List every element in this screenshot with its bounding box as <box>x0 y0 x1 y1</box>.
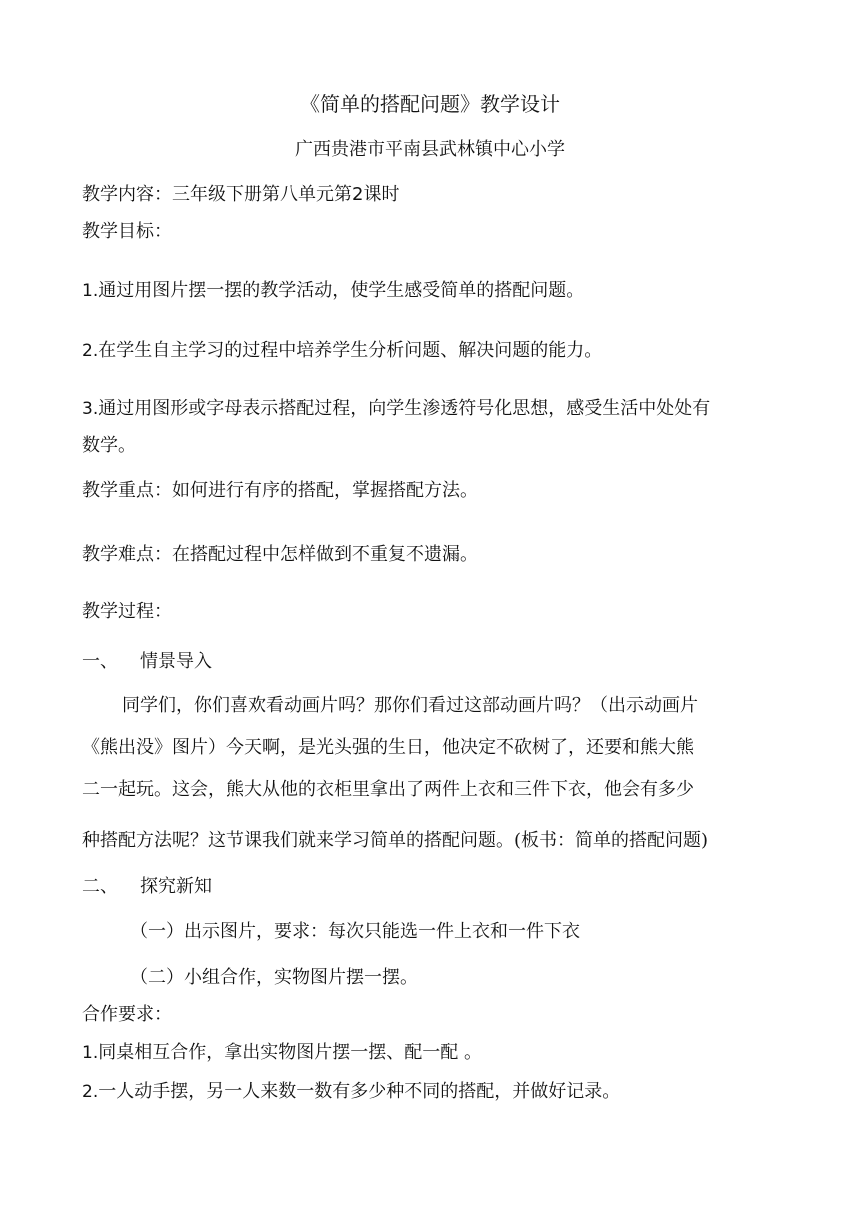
goal-3-number: 3. <box>82 399 99 419</box>
goal-2-text: 在学生自主学习的过程中培养学生分析问题、解决问题的能力。 <box>98 340 603 361</box>
process-heading: 教学过程： <box>82 601 172 622</box>
intro-paragraph-line4: 种搭配方法呢？这节课我们就来学习简单的搭配问题。(板书：简单的搭配问题) <box>82 830 709 851</box>
subsection-2: （二）小组合作，实物图片摆一摆。 <box>130 967 418 988</box>
requirement-1-text: 同桌相互合作，拿出实物图片摆一摆、配一配 。 <box>98 1042 482 1063</box>
section-2-number: 二、 <box>82 876 118 897</box>
requirement-1 <box>82 1041 482 1065</box>
section-1-heading <box>82 650 212 674</box>
requirement-2-number: 2. <box>82 1082 99 1102</box>
school-name: 广西贵港市平南县武林镇中心小学 <box>295 139 565 160</box>
intro-paragraph-line3: 二一起玩。这会，熊大从他的衣柜里拿出了两件上衣和三件下衣，他会有多少 <box>82 779 694 800</box>
goal-2 <box>82 339 602 363</box>
teaching-content <box>82 183 399 207</box>
goal-3 <box>82 397 710 421</box>
section-1-title: 情景导入 <box>140 651 212 672</box>
section-2-heading <box>82 875 212 899</box>
teaching-content-number: 2 <box>352 184 364 205</box>
teaching-content-tail: 课时 <box>363 184 400 205</box>
goal-3-text-line1: 通过用图形或字母表示搭配过程，向学生渗透符号化思想，感受生活中处处有 <box>98 398 711 419</box>
intro-paragraph-line2: 《熊出没》图片）今天啊，是光头强的生日，他决定不砍树了，还要和熊大熊 <box>82 737 694 758</box>
goal-1-text: 通过用图片摆一摆的教学活动，使学生感受简单的搭配问题。 <box>98 280 585 301</box>
section-1-number: 一、 <box>82 651 118 672</box>
teaching-content-label: 教学内容：三年级下册第八单元第 <box>82 184 352 205</box>
requirement-2 <box>82 1080 620 1104</box>
section-2-title: 探究新知 <box>140 876 212 897</box>
key-point: 教学重点：如何进行有序的搭配，掌握搭配方法。 <box>82 480 478 501</box>
requirement-2-text: 一人动手摆，另一人来数一数有多少种不同的搭配，并做好记录。 <box>98 1081 621 1102</box>
goals-heading: 教学目标： <box>82 221 172 242</box>
goal-2-number: 2. <box>82 341 99 361</box>
goal-3-text-line2: 数学。 <box>82 435 136 456</box>
subsection-1: （一）出示图片，要求：每次只能选一件上衣和一件下衣 <box>130 921 580 942</box>
goal-1-number: 1. <box>82 281 99 301</box>
document-title: 《简单的搭配问题》教学设计 <box>300 92 560 116</box>
requirement-1-number: 1. <box>82 1043 99 1063</box>
cooperation-heading: 合作要求： <box>82 1004 172 1025</box>
goal-1 <box>82 279 584 303</box>
intro-paragraph-line1: 同学们，你们喜欢看动画片吗？那你们看过这部动画片吗？（出示动画片 <box>122 695 698 716</box>
difficulty: 教学难点：在搭配过程中怎样做到不重复不遗漏。 <box>82 544 478 565</box>
